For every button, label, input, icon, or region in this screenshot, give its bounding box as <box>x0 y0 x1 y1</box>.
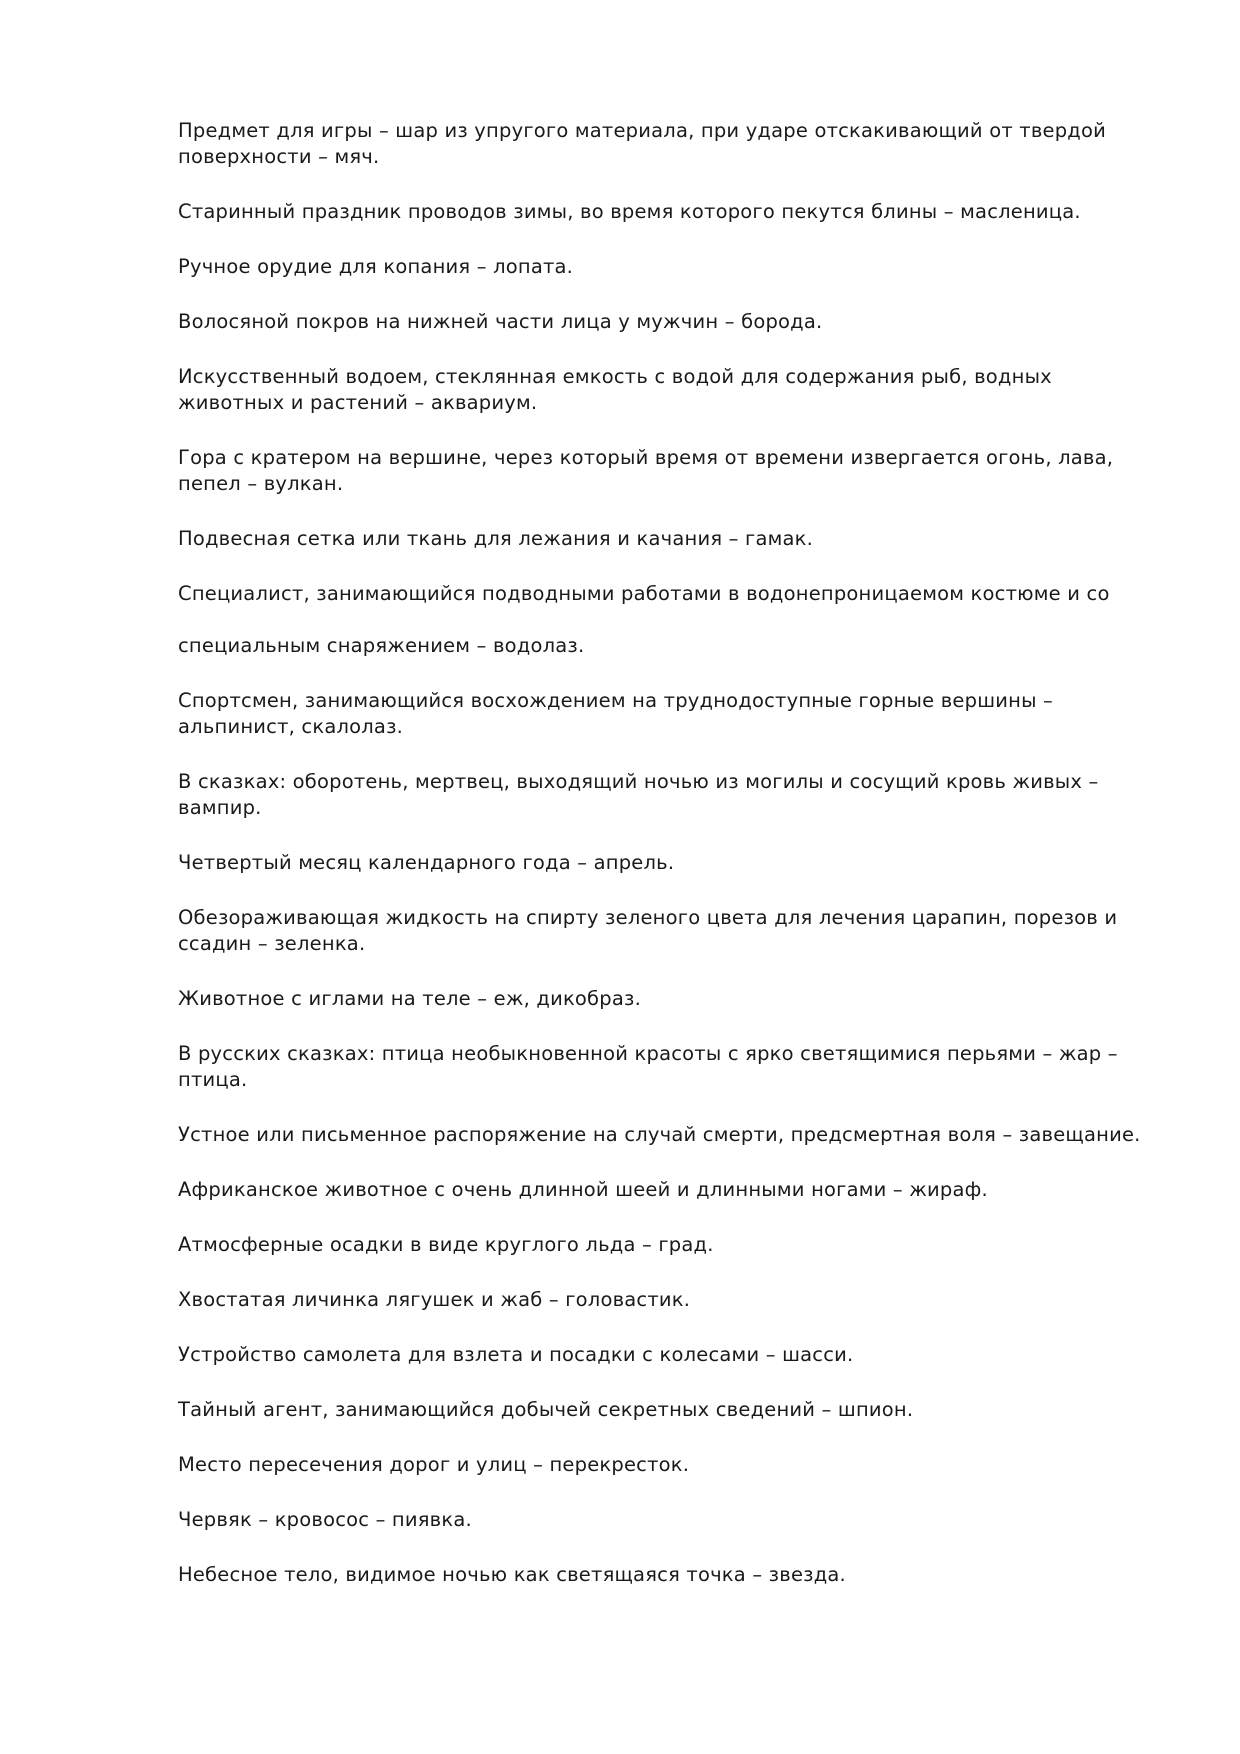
definition-entry: Подвесная сетка или ткань для лежания и качания – гамак. <box>178 527 814 550</box>
definition-entry: Обезораживающая жидкость на спирту зеленого цвета для лечения царапин, порезов и ссадин – зеленка. <box>178 906 1118 955</box>
definition-entry: Волосяной покров на нижней части лица у мужчин – борода. <box>178 310 823 333</box>
definition-entry: В сказках: оборотень, мертвец, выходящий ночью из могилы и сосущий кровь живых – вампир. <box>178 770 1099 819</box>
definition-entry: Специалист, занимающийся подводными работами в водонепроницаемом костюме и со <box>178 582 1110 605</box>
definition-entry: Хвостатая личинка лягушек и жаб – головастик. <box>178 1288 691 1311</box>
definition-entry: Небесное тело, видимое ночью как светящаяся точка – звезда. <box>178 1563 846 1586</box>
definition-entry: Устройство самолета для взлета и посадки с колесами – шасси. <box>178 1343 854 1366</box>
definition-entry: Африканское животное с очень длинной шеей и длинными ногами – жираф. <box>178 1178 988 1201</box>
definition-entry: специальным снаряжением – водолаз. <box>178 634 585 657</box>
definition-entry: Спортсмен, занимающийся восхождением на труднодоступные горные вершины – альпинист, скалолаз. <box>178 689 1054 738</box>
document-body <box>178 118 1158 1617</box>
definition-entry: Предмет для игры – шар из упругого материала, при ударе отскакивающий от твердой поверхности – мяч. <box>178 119 1106 168</box>
definition-entry: Ручное орудие для копания – лопата. <box>178 255 574 278</box>
definition-entry: Гора с кратером на вершине, через который время от времени извергается огонь, лава, пепел – вулкан. <box>178 446 1114 495</box>
definition-entry: Искусственный водоем, стеклянная емкость с водой для содержания рыб, водных животных и растений – аквариум. <box>178 365 1052 414</box>
definition-entry: В русских сказках: птица необыкновенной красоты с ярко светящимися перьями – жар – птица. <box>178 1042 1118 1091</box>
definition-entry: Червяк – кровосос – пиявка. <box>178 1508 472 1531</box>
definition-entry: Четвертый месяц календарного года – апрель. <box>178 851 675 874</box>
definition-entry: Старинный праздник проводов зимы, во время которого пекутся блины – масленица. <box>178 200 1081 223</box>
definition-entry: Устное или письменное распоряжение на случай смерти, предсмертная воля – завещание. <box>178 1123 1141 1146</box>
definition-entry: Атмосферные осадки в виде круглого льда – град. <box>178 1233 714 1256</box>
definition-entry: Тайный агент, занимающийся добычей секретных сведений – шпион. <box>178 1398 914 1421</box>
definition-entry: Место пересечения дорог и улиц – перекресток. <box>178 1453 690 1476</box>
definition-entry: Животное с иглами на теле – еж, дикобраз. <box>178 987 641 1010</box>
